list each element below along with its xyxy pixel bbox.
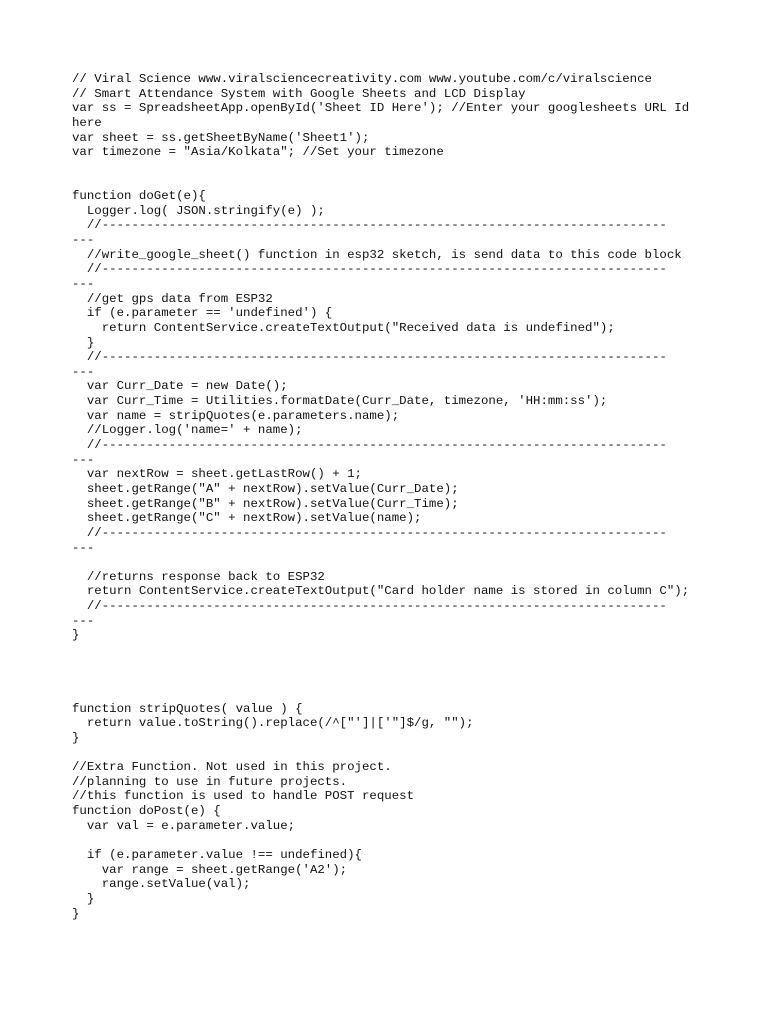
code-line: sheet.getRange("B" + nextRow).setValue(Curr_Time); xyxy=(72,496,459,511)
code-line xyxy=(72,643,704,658)
code-line: return ContentService.createTextOutput("Received data is undefined"); xyxy=(72,320,615,335)
code-line: var sheet = ss.getSheetByName('Sheet1'); xyxy=(72,130,370,145)
code-line: //planning to use in future projects. xyxy=(72,774,348,789)
code-line: //write_google_sheet() function in esp32 sketch, is send data to this code block xyxy=(72,247,682,262)
code-line: //---------------------------------------------------------------------------- xyxy=(72,599,667,614)
code-line: var Curr_Time = Utilities.formatDate(Curr_Date, timezone, 'HH:mm:ss'); xyxy=(72,394,608,409)
code-line: function doGet(e){ xyxy=(72,189,206,204)
code-line: --- xyxy=(72,613,95,628)
code-line: sheet.getRange("C" + nextRow).setValue(name); xyxy=(72,511,422,526)
code-line: //this function is used to handle POST request xyxy=(72,789,415,804)
code-line xyxy=(72,745,704,760)
code-line: var val = e.parameter.value; xyxy=(72,818,296,833)
code-line: //---------------------------------------------------------------------------- xyxy=(72,350,667,365)
code-line xyxy=(72,833,704,848)
code-line: // Viral Science www.viralsciencecreativity.com www.youtube.com/c/viralscience xyxy=(72,72,652,86)
code-line: //get gps data from ESP32 xyxy=(72,291,273,306)
code-line: function doPost(e) { xyxy=(72,804,221,819)
code-line: } xyxy=(72,891,95,906)
code-line: return ContentService.createTextOutput("Card holder name is stored in column C"); xyxy=(72,584,690,599)
code-line: var ss = SpreadsheetApp.openById('Sheet ID Here'); //Enter your googlesheets URL Id xyxy=(72,101,690,116)
code-line: } xyxy=(72,335,95,350)
code-line: --- xyxy=(72,233,95,248)
code-line: //Extra Function. Not used in this project. xyxy=(72,760,392,775)
code-line: var name = stripQuotes(e.parameters.name); xyxy=(72,408,400,423)
code-line: //---------------------------------------------------------------------------- xyxy=(72,218,667,233)
code-line: //---------------------------------------------------------------------------- xyxy=(72,438,667,453)
code-line: //returns response back to ESP32 xyxy=(72,569,325,584)
code-line: function stripQuotes( value ) { xyxy=(72,701,303,716)
code-line xyxy=(72,687,704,702)
code-line: var Curr_Date = new Date(); xyxy=(72,379,288,394)
code-line: var timezone = "Asia/Kolkata"; //Set your timezone xyxy=(72,145,444,160)
code-line: var range = sheet.getRange('A2'); xyxy=(72,862,348,877)
code-line: } xyxy=(72,730,80,745)
code-line: --- xyxy=(72,540,95,555)
code-line xyxy=(72,658,704,673)
code-line: here xyxy=(72,115,102,130)
code-line: var nextRow = sheet.getLastRow() + 1; xyxy=(72,467,362,482)
code-line: --- xyxy=(72,364,95,379)
code-line: //---------------------------------------------------------------------------- xyxy=(72,262,667,277)
code-line: // Smart Attendance System with Google Sheets and LCD Display xyxy=(72,86,526,101)
code-line: return value.toString().replace(/^["']|['"]$/g, ""); xyxy=(72,716,474,731)
code-line: //---------------------------------------------------------------------------- xyxy=(72,525,667,540)
code-line: } xyxy=(72,906,80,921)
code-line: sheet.getRange("A" + nextRow).setValue(Curr_Date); xyxy=(72,481,459,496)
code-line xyxy=(72,555,704,570)
code-line: Logger.log( JSON.stringify(e) ); xyxy=(72,203,325,218)
code-line xyxy=(72,160,704,175)
code-line: if (e.parameter == 'undefined') { xyxy=(72,306,333,321)
code-line xyxy=(72,672,704,687)
code-line: if (e.parameter.value !== undefined){ xyxy=(72,847,362,862)
code-line: --- xyxy=(72,452,95,467)
code-listing xyxy=(72,72,704,921)
code-line: //Logger.log('name=' + name); xyxy=(72,423,303,438)
code-line: range.setValue(val); xyxy=(72,877,251,892)
code-line: --- xyxy=(72,276,95,291)
code-line: } xyxy=(72,628,80,643)
code-line xyxy=(72,174,704,189)
